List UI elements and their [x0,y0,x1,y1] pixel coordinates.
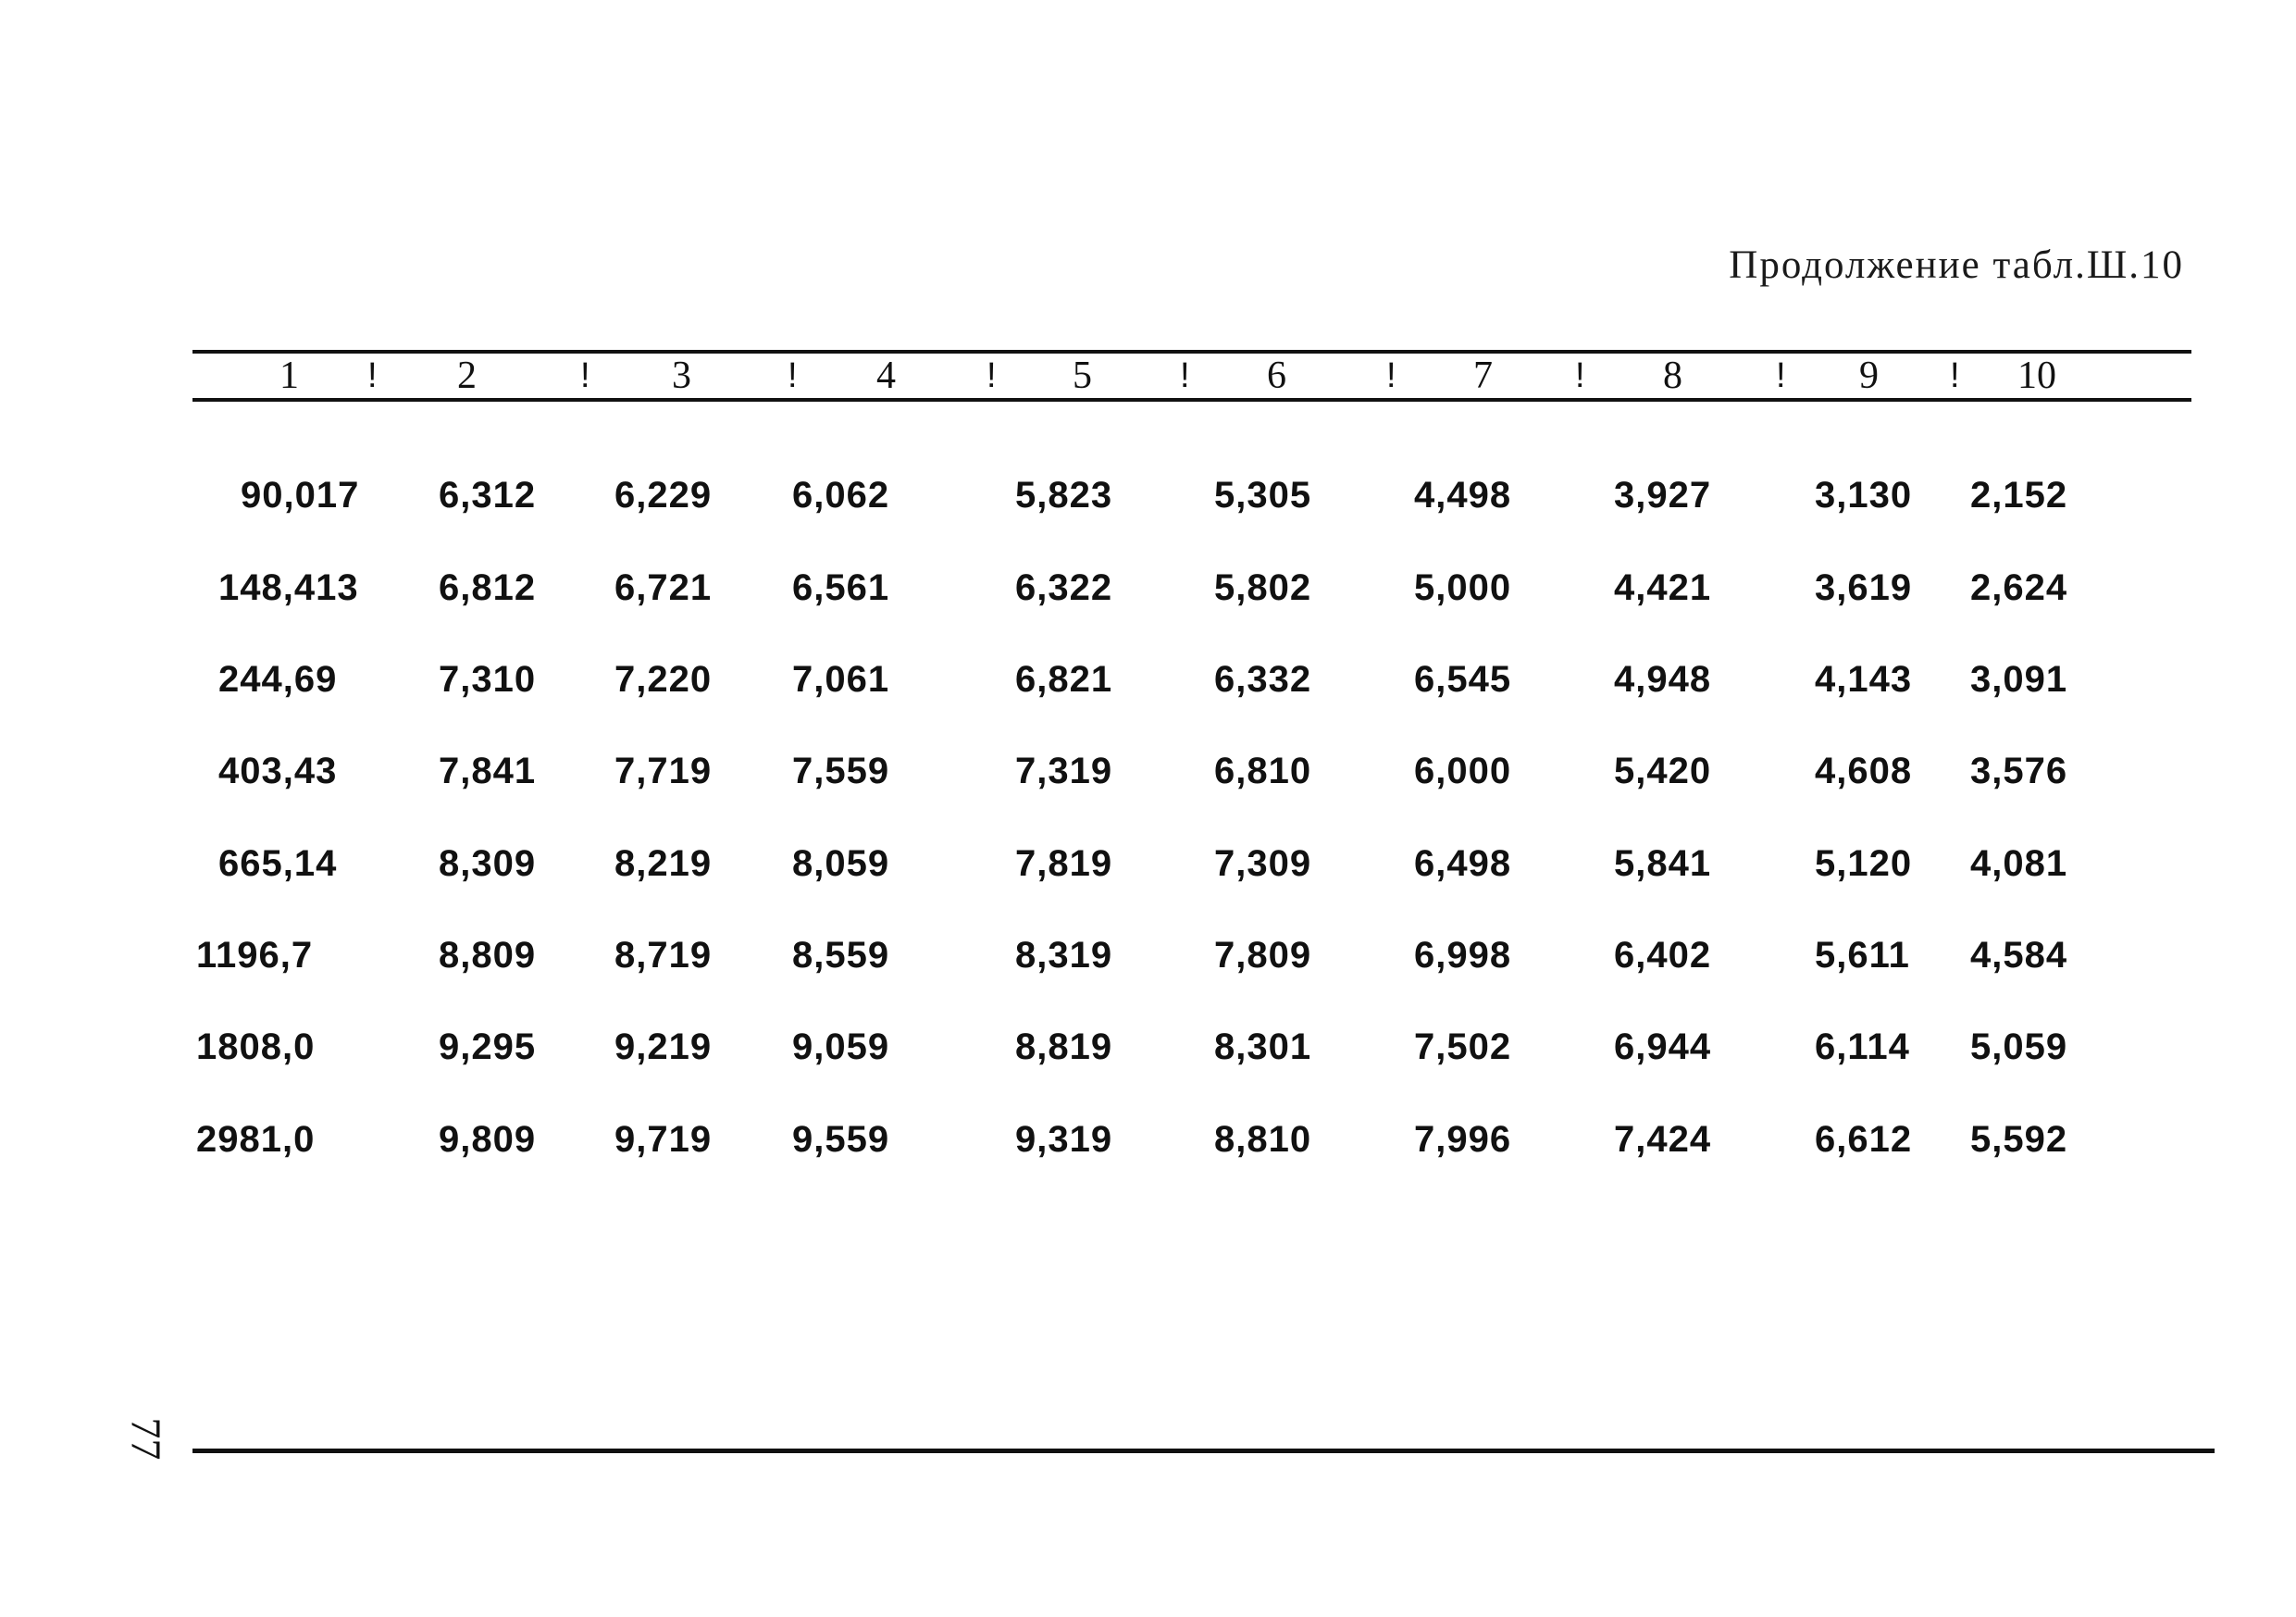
column-header-1: 1 [279,354,299,397]
table-cell: 7,424 [1614,1119,1712,1160]
table-cell: 2,152 [1970,475,2068,516]
table-cell: 5,420 [1614,751,1712,791]
table-row [0,927,2296,983]
table-cell: 6,062 [792,475,890,516]
table-cell: 7,809 [1214,935,1312,976]
table-cell: 5,841 [1614,843,1712,884]
table-cell: 7,719 [614,751,713,791]
table-cell: 7,309 [1214,843,1312,884]
table-caption: Продолжение табл.Ш.10 [1729,243,2184,287]
table-cell: 8,809 [439,935,537,976]
table-cell: 6,612 [1815,1119,1913,1160]
table-cell: 7,502 [1414,1026,1512,1067]
table-cell: 6,561 [792,567,890,608]
table-cell: 9,719 [614,1119,713,1160]
table-cell: 5,305 [1214,475,1312,516]
column-separator: ! [1950,356,1960,395]
table-cell: 8,719 [614,935,713,976]
table-cell: 4,143 [1815,659,1913,700]
table-cell: 7,841 [439,751,537,791]
column-separator: ! [788,356,798,395]
table-cell: 3,091 [1970,659,2068,700]
column-header-9: 9 [1859,354,1879,397]
column-separator: ! [1575,356,1585,395]
column-header-6: 6 [1267,354,1286,397]
table-cell: 3,130 [1815,475,1913,516]
table-cell: 9,219 [614,1026,713,1067]
column-separator: ! [367,356,378,395]
table-cell: 6,545 [1414,659,1512,700]
column-separator: ! [580,356,590,395]
table-cell: 2981,0 [196,1119,316,1160]
table-cell: 6,000 [1414,751,1512,791]
table-cell: 6,721 [614,567,713,608]
table-cell: 6,332 [1214,659,1312,700]
table-header [0,354,2296,397]
table-cell: 7,310 [439,659,537,700]
table-cell: 665,14 [218,843,338,884]
table-cell: 4,498 [1414,475,1512,516]
column-separator: ! [987,356,997,395]
table-cell: 3,576 [1970,751,2068,791]
table-cell: 6,498 [1414,843,1512,884]
table-cell: 90,017 [241,475,360,516]
table-cell: 4,081 [1970,843,2068,884]
table-cell: 7,220 [614,659,713,700]
table-cell: 9,319 [1015,1119,1113,1160]
table-cell: 7,819 [1015,843,1113,884]
column-header-8: 8 [1663,354,1682,397]
table-cell: 8,059 [792,843,890,884]
table-cell: 6,821 [1015,659,1113,700]
table-row [0,652,2296,707]
table-cell: 5,059 [1970,1026,2068,1067]
table-cell: 6,114 [1815,1026,1910,1067]
table-cell: 7,559 [792,751,890,791]
table-cell: 5,120 [1815,843,1913,884]
table-cell: 6,998 [1414,935,1512,976]
table-cell: 9,559 [792,1119,890,1160]
table-cell: 1196,7 [196,935,314,976]
table-row [0,836,2296,891]
table-cell: 8,319 [1015,935,1113,976]
table-cell: 5,823 [1015,475,1113,516]
table-cell: 9,295 [439,1026,537,1067]
table-cell: 4,421 [1614,567,1712,608]
table-cell: 8,219 [614,843,713,884]
table-cell: 6,322 [1015,567,1113,608]
table-cell: 3,619 [1815,567,1913,608]
table-cell: 8,301 [1214,1026,1312,1067]
table-cell: 4,948 [1614,659,1712,700]
column-separator: ! [1180,356,1190,395]
table-cell: 6,402 [1614,935,1712,976]
table-row [0,1019,2296,1075]
column-header-5: 5 [1073,354,1092,397]
table-cell: 8,810 [1214,1119,1312,1160]
column-header-4: 4 [876,354,896,397]
column-separator: ! [1776,356,1786,395]
table-cell: 6,810 [1214,751,1312,791]
column-separator: ! [1386,356,1396,395]
table-cell: 5,000 [1414,567,1512,608]
table-cell: 7,061 [792,659,890,700]
table-row [0,743,2296,799]
table-cell: 6,229 [614,475,713,516]
table-cell: 8,819 [1015,1026,1113,1067]
table-cell: 6,312 [439,475,537,516]
page-number: 77 [122,1417,170,1461]
table-cell: 9,059 [792,1026,890,1067]
table-cell: 3,927 [1614,475,1712,516]
column-header-2: 2 [457,354,477,397]
table-cell: 6,944 [1614,1026,1712,1067]
table-cell: 244,69 [218,659,338,700]
column-header-10: 10 [2017,354,2056,397]
table-cell: 9,809 [439,1119,537,1160]
table-header-rule [192,398,2191,402]
table-row [0,560,2296,616]
table-cell: 4,608 [1815,751,1913,791]
table-cell: 403,43 [218,751,338,791]
table-top-rule [192,350,2191,354]
table-cell: 1808,0 [196,1026,316,1067]
table-cell: 148,413 [218,567,359,608]
page-bottom-rule [192,1449,2215,1453]
table-row [0,1112,2296,1167]
table-cell: 2,624 [1970,567,2068,608]
table-cell: 7,319 [1015,751,1113,791]
column-header-3: 3 [672,354,691,397]
table-cell: 5,802 [1214,567,1312,608]
table-row [0,467,2296,523]
table-cell: 4,584 [1970,935,2068,976]
table-cell: 8,309 [439,843,537,884]
table-cell: 8,559 [792,935,890,976]
table-cell: 5,592 [1970,1119,2068,1160]
table-cell: 5,611 [1815,935,1910,976]
column-header-7: 7 [1473,354,1493,397]
table-cell: 7,996 [1414,1119,1512,1160]
table-cell: 6,812 [439,567,537,608]
